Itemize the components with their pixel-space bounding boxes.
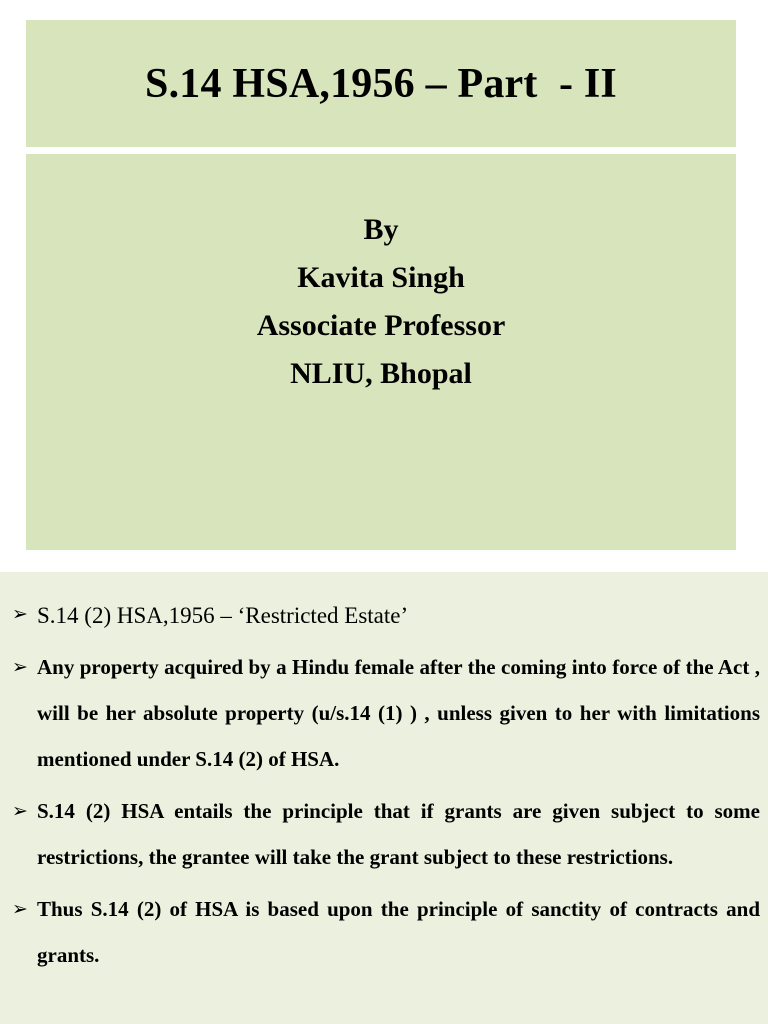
slide-title: S.14 HSA,1956 – Part - II bbox=[145, 60, 617, 107]
arrow-bullet-icon: ➢ bbox=[12, 656, 28, 678]
content-slide bbox=[0, 572, 768, 1024]
title-box bbox=[26, 20, 736, 147]
author-by: By bbox=[363, 213, 399, 246]
bullet-text: Any property acquired by a Hindu female after the coming into force of the Act , will be her absolute property (u/s.14 (1) ) , unless given to her with limitations mentioned under S.14 (2) of HSA. bbox=[37, 655, 760, 771]
author-institution: NLIU, Bhopal bbox=[290, 357, 472, 390]
arrow-bullet-icon: ➢ bbox=[12, 603, 28, 625]
bullet-list bbox=[12, 596, 760, 984]
bullet-text: Thus S.14 (2) of HSA is based upon the principle of sanctity of contracts and grants. bbox=[37, 897, 760, 967]
bullet-text: S.14 (2) HSA entails the principle that if grants are given subject to some restrictions, the grantee will take the grant subject to these restrictions. bbox=[37, 799, 760, 869]
bullet-text: S.14 (2) HSA,1956 – ‘Restricted Estate’ bbox=[37, 603, 409, 628]
bullet-item bbox=[12, 596, 760, 636]
arrow-bullet-icon: ➢ bbox=[12, 898, 28, 920]
bullet-item bbox=[12, 644, 760, 782]
author-designation: Associate Professor bbox=[256, 309, 506, 342]
author-info bbox=[26, 206, 736, 398]
author-name: Kavita Singh bbox=[297, 261, 465, 294]
arrow-bullet-icon: ➢ bbox=[12, 800, 28, 822]
bullet-item bbox=[12, 886, 760, 978]
author-box bbox=[26, 154, 736, 550]
bullet-item bbox=[12, 788, 760, 880]
